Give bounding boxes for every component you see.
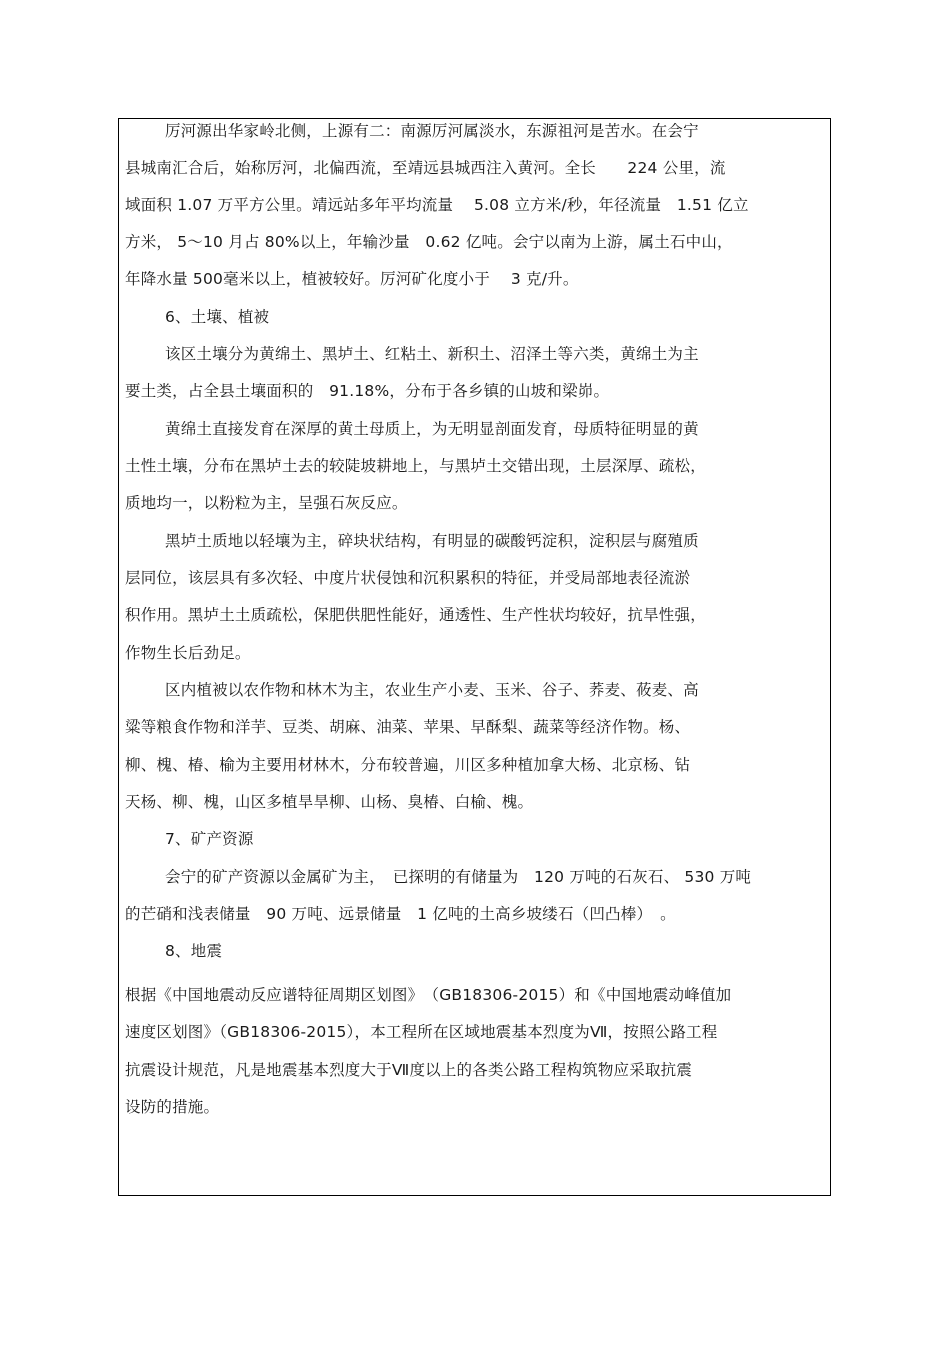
- text-line: 域面积 1.07 万平方公里。靖远站多年平均流量 5.08 立方米/秒，年径流量 1.51 亿立: [125, 196, 749, 214]
- text-line: 积作用。黑垆土土质疏松，保肥供肥性能好，通透性、生产性状均较好，抗旱性强，: [125, 606, 706, 624]
- text-line: 作物生长后劲足。: [125, 644, 251, 662]
- text-line: 层同位，该层具有多次轻、中度片状侵蚀和沉积累积的特征，并受局部地表径流淤: [125, 569, 691, 587]
- section-heading-minerals: 7、矿产资源: [165, 830, 254, 848]
- text-line: 粱等粮食作物和洋芋、豆类、胡麻、油菜、苹果、早酥梨、蔬菜等经济作物。杨、: [125, 718, 691, 736]
- text-line: 设防的措施。: [125, 1098, 220, 1116]
- text-line: 黄绵土直接发育在深厚的黄土母质上，为无明显剖面发育，母质特征明显的黄: [165, 420, 699, 438]
- section-heading-earthquake: 8、地震: [165, 942, 223, 960]
- text-line: 的芒硝和浅表储量 90 万吨、远景储量 1 亿吨的土高乡坡缕石（凹凸棒） 。: [125, 905, 676, 923]
- text-line: 会宁的矿产资源以金属矿为主， 已探明的有储量为 120 万吨的石灰石、 530 万吨: [165, 868, 752, 886]
- text-line: 速度区划图》（GB18306-2015），本工程所在区域地震基本烈度为Ⅶ，按照公路工程: [125, 1023, 718, 1041]
- text-line: 黑垆土质地以轻壤为主，碎块状结构，有明显的碳酸钙淀积，淀积层与腐殖质: [165, 532, 699, 550]
- content-frame: [118, 118, 831, 1196]
- text-line: 要土类，占全县土壤面积的 91.18%，分布于各乡镇的山坡和梁峁。: [125, 382, 610, 400]
- text-line: 该区土壤分为黄绵土、黑垆土、红粘土、新积土、沼泽土等六类，黄绵土为主: [165, 345, 699, 363]
- text-line: 天杨、柳、槐，山区多植旱旱柳、山杨、臭椿、白榆、槐。: [125, 793, 534, 811]
- text-line: 土性土壤，分布在黑垆土去的较陡坡耕地上，与黑垆土交错出现，土层深厚、疏松，: [125, 457, 706, 475]
- text-line: 县城南汇合后，始称厉河，北偏西流，至靖远县城西注入黄河。全长 224 公里，流: [125, 159, 726, 177]
- text-line: 年降水量 500毫米以上，植被较好。厉河矿化度小于 3 克/升。: [125, 270, 579, 288]
- section-heading-soil: 6、土壤、植被: [165, 308, 270, 326]
- text-line: 柳、槐、椿、榆为主要用材林木，分布较普遍，川区多种植加拿大杨、北京杨、钻: [125, 756, 691, 774]
- text-line: 厉河源出华家岭北侧，上源有二：南源厉河属淡水，东源祖河是苦水。在会宁: [165, 122, 699, 140]
- text-line: 区内植被以农作物和林木为主，农业生产小麦、玉米、谷子、荞麦、莜麦、高: [165, 681, 699, 699]
- text-line: 质地均一，以粉粒为主，呈强石灰反应。: [125, 494, 408, 512]
- text-line: 方米， 5～10 月占 80%以上，年输沙量 0.62 亿吨。会宁以南为上游，属土石中山，: [125, 233, 733, 251]
- text-line: 抗震设计规范，凡是地震基本烈度大于Ⅶ度以上的各类公路工程构筑物应采取抗震: [125, 1061, 693, 1079]
- text-line: 根据《中国地震动反应谱特征周期区划图》 （GB18306-2015）和《中国地震动峰值加: [125, 986, 732, 1004]
